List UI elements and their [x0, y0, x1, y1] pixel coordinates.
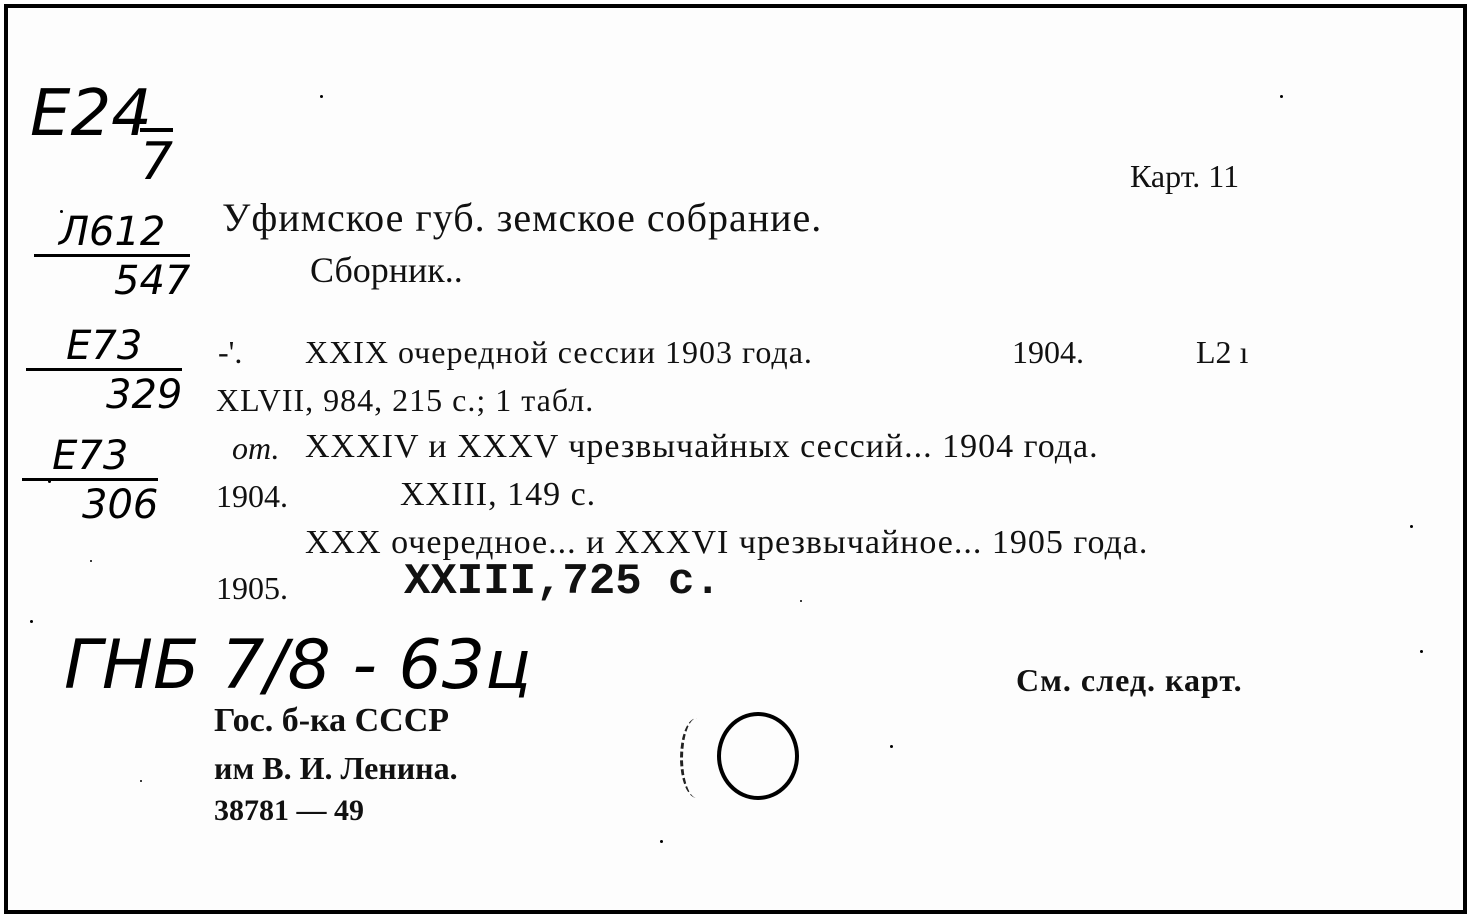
entry-2-year: 1904. [216, 478, 288, 514]
card-number: Карт. 11 [1130, 158, 1240, 194]
shelf-top-numerator: E24 [30, 77, 152, 151]
scan-speck [1420, 650, 1423, 653]
see-next-card: См. след. карт. [1016, 662, 1243, 698]
shelf-3-numerator: E73 [22, 436, 158, 481]
scan-speck [800, 600, 802, 602]
entry-1-year: 1904. [1012, 334, 1084, 370]
scan-speck [320, 95, 323, 98]
scan-speck [1280, 95, 1283, 98]
punch-hole [717, 712, 799, 800]
scan-speck [660, 840, 663, 843]
entry-2-title: XXXIV и XXXV чрезвычайных сессий... 1904 года. [305, 428, 1099, 465]
entry-2-details: XXIII, 149 с. [400, 476, 597, 513]
scan-speck [30, 620, 33, 623]
scan-speck [1410, 525, 1413, 528]
handwritten-shelf-bottom: ГНБ 7/8 - 63ц [64, 626, 532, 705]
card-heading: Уфимское губ. земское собрание. [222, 195, 823, 240]
entry-1-mark: L2 ı [1196, 334, 1249, 370]
entry-3-details: XXIII,725 с. [404, 557, 721, 607]
shelf-1-numerator: Л612 [34, 212, 190, 257]
shelf-top-denominator: 7 [140, 128, 173, 188]
entry-3-title: XXX очередное... и XXXVI чрезвычайное... 1905 года. [305, 524, 1149, 561]
shelf-2-numerator: E73 [26, 326, 182, 371]
scan-speck [140, 780, 142, 782]
entry-1-prefix: -'. [218, 334, 243, 370]
library-line-3: 38781 — 49 [214, 794, 364, 827]
shelf-3-denominator: 306 [82, 482, 159, 528]
library-line-2: им В. И. Ленина. [214, 750, 458, 786]
handwritten-shelf-3 [22, 433, 159, 528]
shelf-1-denominator: 547 [114, 258, 191, 304]
entry-1-title: XXIX очередной сессии 1903 года. [305, 334, 813, 370]
shelf-2-denominator: 329 [106, 372, 183, 418]
library-line-1: Гос. б-ка СССР [214, 702, 450, 739]
handwritten-shelf-1 [34, 209, 191, 304]
handwritten-shelf-top [30, 77, 152, 151]
entry-3-year: 1905. [216, 570, 288, 606]
hole-shadow-arc [680, 718, 714, 798]
handwritten-shelf-2 [26, 323, 183, 418]
scan-speck [90, 560, 92, 562]
entry-1-details: XLVII, 984, 215 с.; 1 табл. [216, 382, 595, 418]
scan-speck [890, 745, 893, 748]
entry-2-prefix: от. [232, 430, 280, 466]
card-subheading: Сборник.. [310, 250, 463, 290]
